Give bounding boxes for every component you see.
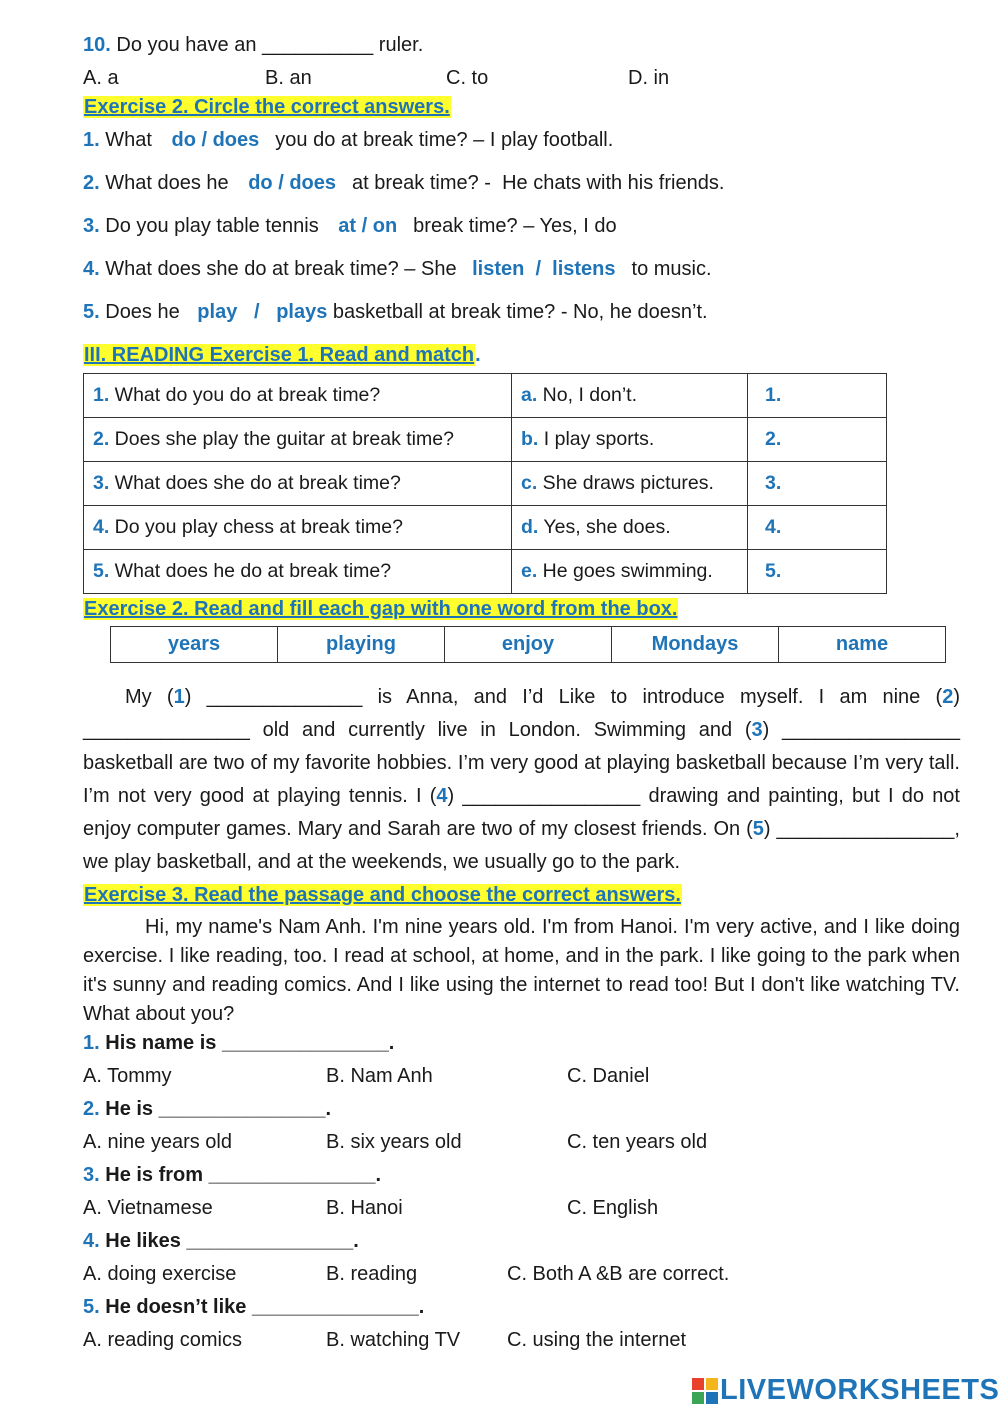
ex2-item-3: 3. Do you play table tennis at / on break time? – Yes, I do <box>83 215 617 237</box>
match-key-cell[interactable]: 3. <box>748 462 887 506</box>
gap-3-text: ) ________________ basketball are two of my favorite hobbies. I’m very good at playing basketball because I’m very tall. I’m not very good at playing tennis. I ( <box>83 719 960 807</box>
match-answer: c. She draws pictures. <box>512 462 748 506</box>
liveworksheets-logo-icon <box>692 1378 718 1404</box>
ex3-q2-option-a[interactable]: A. nine years old <box>83 1131 232 1153</box>
ex3-q3-option-c[interactable]: C. English <box>567 1197 659 1219</box>
ex2-choice-1[interactable]: do / does <box>171 129 260 151</box>
word-box-item[interactable]: playing <box>278 627 445 663</box>
logo-text: LIVEWORKSHEETS <box>720 1374 1000 1406</box>
match-answer: a. No, I don’t. <box>512 374 748 418</box>
reading-passage: Hi, my name's Nam Anh. I'm nine years old. I'm from Hanoi. I'm very active, and I like doing exercise. I like reading, too. I read at school, at home, and in the park. I like going to the park when it's sunny and reading comics. And I like using the internet to read too! But I don't like watching TV. What about you? <box>83 916 960 1025</box>
ex2-item-2: 2. What does he do / does at break time? - He chats with his friends. <box>83 172 725 194</box>
exercise-2-title: Exercise 2. Circle the correct answers. <box>84 96 450 118</box>
ex3-q1-option-a[interactable]: A. Tommy <box>83 1065 172 1087</box>
ex3-question-3: 3. He is from _______________. <box>83 1164 382 1186</box>
match-table <box>83 373 887 594</box>
match-key-cell[interactable]: 5. <box>748 550 887 594</box>
match-row-5 <box>84 550 887 594</box>
reading-exercise-3-title: Exercise 3. Read the passage and choose the correct answers. <box>84 884 681 906</box>
ex2-item-4: 4. What does she do at break time? – She listen / listens to music. <box>83 258 712 280</box>
ex3-question-4: 4. He likes _______________. <box>83 1230 359 1252</box>
ex3-question-5: 5. He doesn’t like _______________. <box>83 1296 425 1318</box>
ex2-choice-5[interactable]: play / plays <box>197 301 328 323</box>
ex3-q3-option-a[interactable]: A. Vietnamese <box>83 1197 213 1219</box>
ex3-q1-option-c[interactable]: C. Daniel <box>567 1065 650 1087</box>
match-row-1 <box>84 374 887 418</box>
ex3-q5-option-b[interactable]: B. watching TV <box>326 1329 461 1351</box>
word-box-item[interactable]: enjoy <box>445 627 612 663</box>
ex3-q2-option-b[interactable]: B. six years old <box>326 1131 462 1153</box>
word-box-item[interactable]: name <box>779 627 946 663</box>
ex3-q5-option-c[interactable]: C. using the internet <box>507 1329 686 1351</box>
ex3-q4-option-a[interactable]: A. doing exercise <box>83 1263 237 1285</box>
match-question: 1. What do you do at break time? <box>84 374 512 418</box>
ex3-q5-option-a[interactable]: A. reading comics <box>83 1329 242 1351</box>
question-10: 10. Do you have an __________ ruler. <box>83 34 424 56</box>
ex2-choice-3[interactable]: at / on <box>338 215 398 237</box>
match-question: 4. Do you play chess at break time? <box>84 506 512 550</box>
ex3-q1-option-b[interactable]: B. Nam Anh <box>326 1065 433 1087</box>
gap-2-text: ) _______________ old and currently live in London. Swimming and ( <box>83 686 960 741</box>
match-question: 5. What does he do at break time? <box>84 550 512 594</box>
match-answer: d. Yes, she does. <box>512 506 748 550</box>
ex3-q2-option-c[interactable]: C. ten years old <box>567 1131 708 1153</box>
ex3-q4-option-b[interactable]: B. reading <box>326 1263 418 1285</box>
ex3-question-1: 1. His name is _______________. <box>83 1032 395 1054</box>
word-box-item[interactable]: years <box>111 627 278 663</box>
match-key-cell[interactable]: 2. <box>748 418 887 462</box>
q10-option-a[interactable]: A. a <box>83 67 119 89</box>
match-question: 2. Does she play the guitar at break time? <box>84 418 512 462</box>
reading-exercise-1-title: III. READING Exercise 1. Read and match. <box>84 344 481 366</box>
q10-option-c[interactable]: C. to <box>446 67 489 89</box>
word-box-item[interactable]: Mondays <box>612 627 779 663</box>
liveworksheets-logo <box>692 1374 999 1407</box>
q10-option-d[interactable]: D. in <box>628 67 670 89</box>
match-answer: e. He goes swimming. <box>512 550 748 594</box>
ex3-q3-option-b[interactable]: B. Hanoi <box>326 1197 403 1219</box>
match-key-cell[interactable]: 1. <box>748 374 887 418</box>
match-row-4 <box>84 506 887 550</box>
match-row-2 <box>84 418 887 462</box>
fill-gap-paragraph: My (1) ______________ is Anna, and I’d Like to introduce myself. I am nine (2) _______________ old and currently live in London. Swimming and (3) ________________ basketball are two of my favorite hobbies. I’m very good at playing basketball because I’m very tall. I’m not very good at playing tennis. I (4) ________________ drawing and painting, but I do not enjoy computer games. Mary and Sarah are two of my closest friends. On (5) ________________, we play basketball, and at the weekends, we usually go to the park. <box>83 686 960 873</box>
ex2-choice-2[interactable]: do / does <box>248 172 337 194</box>
q10-option-b[interactable]: B. an <box>265 67 312 89</box>
reading-exercise-2-title: Exercise 2. Read and fill each gap with one word from the box. <box>84 598 678 620</box>
match-key-cell[interactable]: 4. <box>748 506 887 550</box>
ex3-question-2: 2. He is _______________. <box>83 1098 332 1120</box>
ex2-choice-4[interactable]: listen / listens <box>472 258 616 280</box>
word-box <box>110 626 946 663</box>
match-question: 3. What does she do at break time? <box>84 462 512 506</box>
gap-1-text: ) ______________ is Anna, and I’d Like to introduce myself. I am nine ( <box>184 686 943 708</box>
gap-5-text: ) ________________, we play basketball, and at the weekends, we usually go to the park. <box>83 818 960 873</box>
match-answer: b. I play sports. <box>512 418 748 462</box>
ex3-q4-option-c[interactable]: C. Both A &B are correct. <box>507 1263 730 1285</box>
match-row-3 <box>84 462 887 506</box>
ex2-item-1: 1. What do / does you do at break time? – I play football. <box>83 129 614 151</box>
ex2-item-5: 5. Does he play / plays basketball at break time? - No, he doesn’t. <box>83 301 708 323</box>
gap-4-text: ) ________________ drawing and painting, but I do not enjoy computer games. Mary and Sarah are two of my closest friends. On ( <box>83 785 960 840</box>
